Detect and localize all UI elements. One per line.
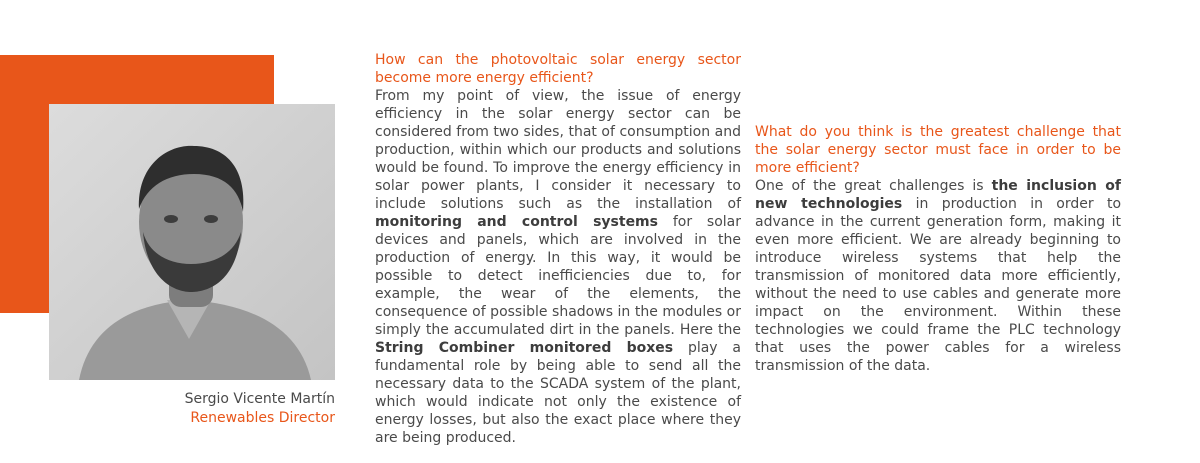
column-continuation-spacer: [755, 51, 1121, 123]
article-column-left: [375, 51, 741, 447]
question-2: What do you think is the greatest challenge that the solar energy sector must face in order to be more efficient?: [755, 124, 1121, 176]
question-1: How can the photovoltaic solar energy sector become more energy efficient?: [375, 52, 741, 86]
portrait-illustration: [49, 104, 335, 380]
person-role: Renewables Director: [190, 410, 335, 426]
portrait-photo: [49, 104, 335, 380]
person-name: Sergio Vicente Martín: [184, 391, 335, 407]
article-column-right: [755, 51, 1121, 375]
answer-1: From my point of view, the issue of energy efficiency in the solar energy sector can be considered from two sides, that of consumption and production, within which our products and solutions would be found. To improve the energy efficiency in solar power plants, I consider it necessary to include solutions such as the installation of monitoring and control systems for solar devices and panels, which are involved in the production of energy. In this way, it would be possible to detect inefficiencies due to, for example, the wear of the elements, the consequence of possible shadows in the modules or simply the accumulated dirt in the panels. Here the String Combiner monitored boxes play a fundamental role by being able to send all the necessary data to the SCADA system of the plant, which would indicate not only the existence of energy losses, but also the exact place where they are being produced.: [375, 88, 741, 446]
answer-2: One of the great challenges is the inclusion of new technologies in production in order to advance in the current generation form, making it even more efficient. We are already beginning to introduce wireless systems that help the transmission of monitored data more efficiently, without the need to use cables and generate more impact on the environment. Within these technologies we could frame the PLC technology that uses the power cables for a wireless transmission of the data.: [755, 178, 1122, 374]
